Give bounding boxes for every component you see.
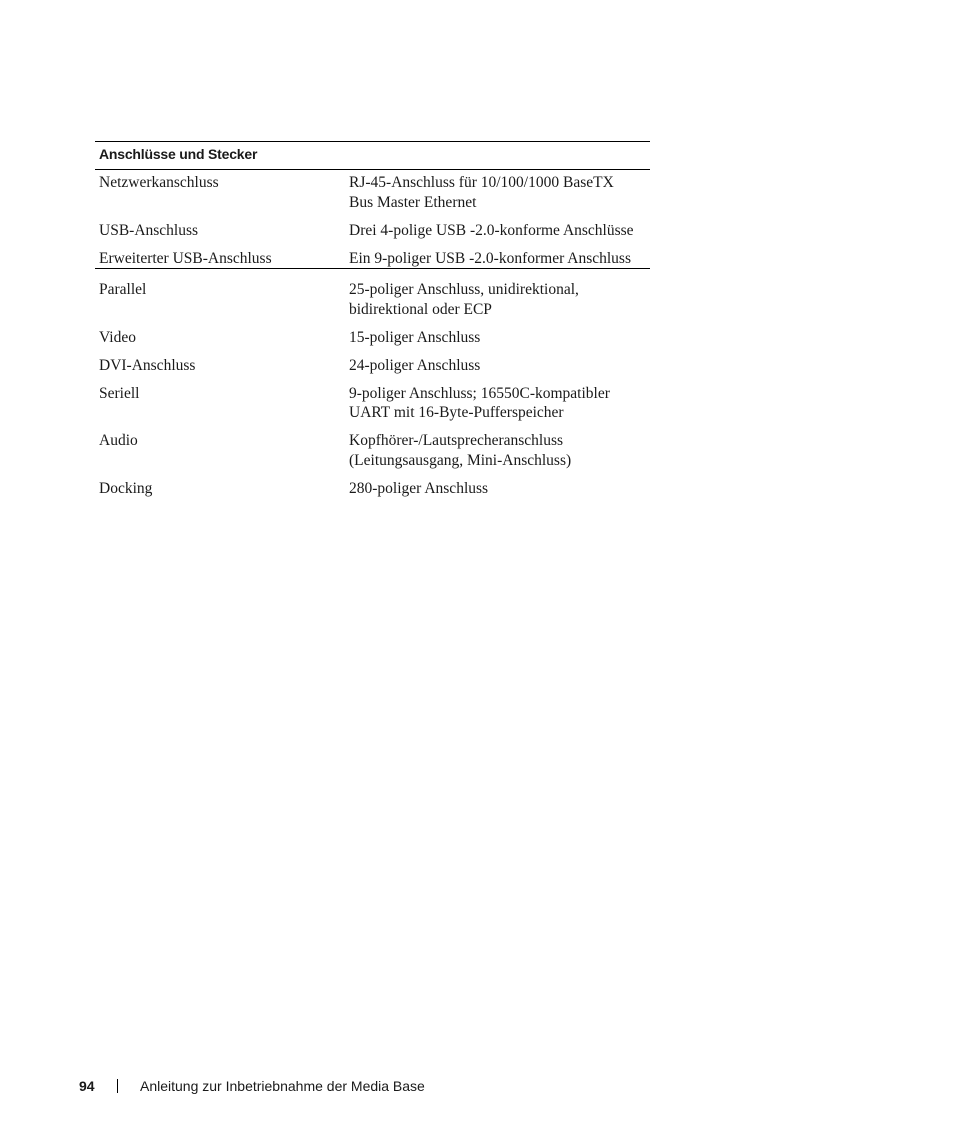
table-row bbox=[95, 269, 650, 328]
footer-title: Anleitung zur Inbetriebnahme der Media Base bbox=[140, 1078, 425, 1094]
table-row bbox=[95, 173, 650, 221]
table-row bbox=[95, 479, 650, 507]
row-value: 15-poliger Anschluss bbox=[349, 328, 481, 346]
row-value: 25-poliger Anschluss, unidirektional, bidirektional oder ECP bbox=[349, 281, 579, 318]
row-label: Audio bbox=[99, 432, 138, 449]
table-body bbox=[95, 170, 650, 507]
table-row bbox=[95, 431, 650, 479]
page-footer bbox=[79, 1077, 425, 1095]
row-label: Video bbox=[99, 328, 136, 346]
footer-separator bbox=[117, 1079, 118, 1093]
row-value: 280-poliger Anschluss bbox=[349, 479, 489, 497]
row-value: 9-poliger Anschluss; 16550C-kompatibler UART mit 16-Byte-Pufferspeicher bbox=[349, 384, 610, 421]
spec-table bbox=[95, 141, 650, 507]
row-label: Parallel bbox=[99, 281, 147, 298]
row-value: RJ-45-Anschluss für 10/100/1000 BaseTX Bus Master Ethernet bbox=[349, 174, 614, 211]
table-row bbox=[95, 328, 650, 356]
row-value: 24-poliger Anschluss bbox=[349, 356, 481, 374]
row-value: Drei 4-polige USB -2.0-konforme Anschlüsse bbox=[349, 221, 634, 239]
table-row bbox=[95, 384, 650, 432]
row-label: Netzwerkanschluss bbox=[99, 174, 219, 191]
row-value: Kopfhörer-/Lautsprecheranschluss (Leitungsausgang, Mini-Anschluss) bbox=[349, 432, 572, 469]
table-row bbox=[95, 221, 650, 249]
row-value: Ein 9-poliger USB -2.0-konformer Anschluss bbox=[349, 249, 631, 267]
table-row bbox=[95, 356, 650, 384]
row-label: Erweiterter USB-Anschluss bbox=[99, 249, 272, 267]
row-label: DVI-Anschluss bbox=[99, 356, 196, 374]
row-label: USB-Anschluss bbox=[99, 221, 199, 239]
table-header: Anschlüsse und Stecker bbox=[95, 142, 650, 170]
row-label: Docking bbox=[99, 479, 153, 497]
table-row bbox=[95, 249, 650, 270]
row-label: Seriell bbox=[99, 384, 140, 402]
page-number: 94 bbox=[79, 1078, 95, 1094]
